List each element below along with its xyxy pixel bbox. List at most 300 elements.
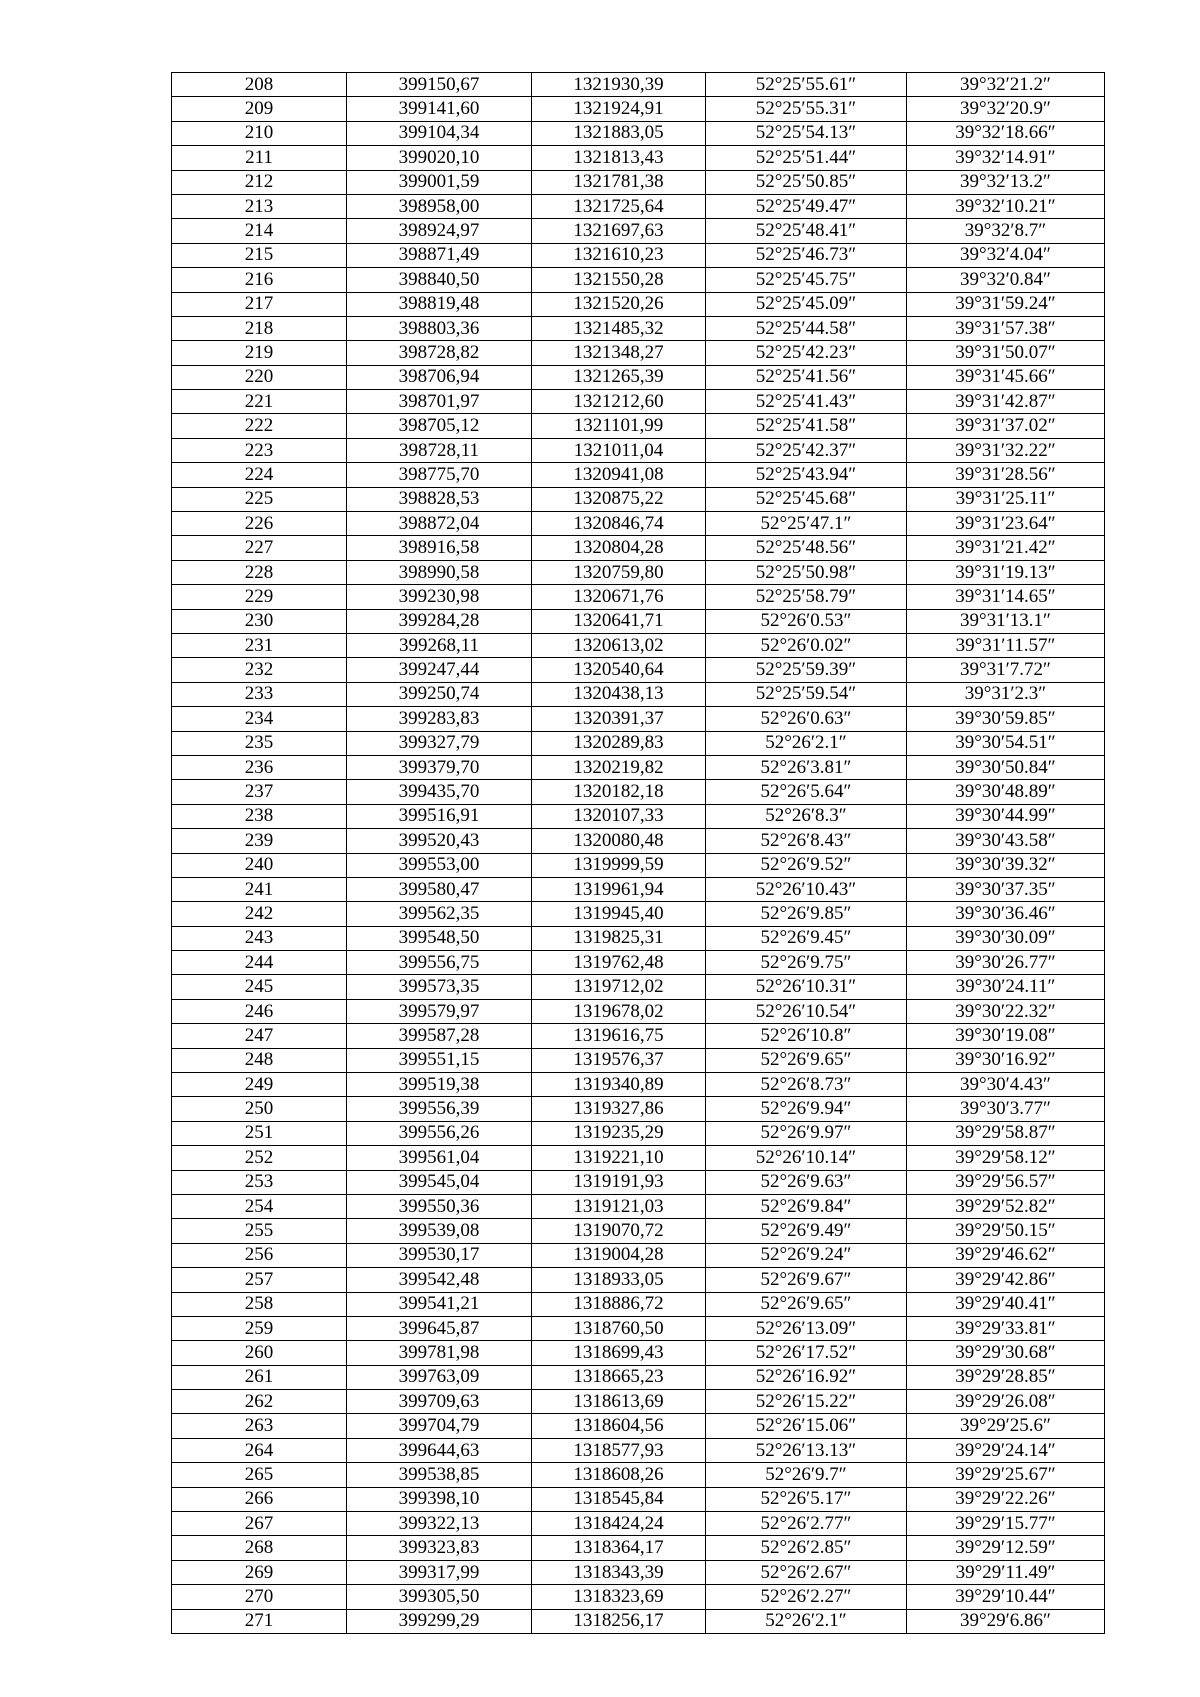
table-row bbox=[172, 316, 1105, 340]
x-coordinate-cell: 398728,11 bbox=[347, 438, 532, 462]
y-coordinate-cell: 1321697,63 bbox=[532, 219, 706, 243]
point-number-cell: 210 bbox=[172, 121, 347, 145]
y-coordinate-cell: 1319825,31 bbox=[532, 926, 706, 950]
table-row bbox=[172, 829, 1105, 853]
table-row bbox=[172, 1341, 1105, 1365]
x-coordinate-cell: 399284,28 bbox=[347, 609, 532, 633]
x-coordinate-cell: 398728,82 bbox=[347, 341, 532, 365]
latitude-cell: 52°25′55.31″ bbox=[706, 97, 907, 121]
point-number-cell: 249 bbox=[172, 1073, 347, 1097]
point-number-cell: 230 bbox=[172, 609, 347, 633]
latitude-cell: 52°26′2.85″ bbox=[706, 1536, 907, 1560]
x-coordinate-cell: 399562,35 bbox=[347, 902, 532, 926]
table-row bbox=[172, 194, 1105, 218]
longitude-cell: 39°31′50.07″ bbox=[907, 341, 1105, 365]
point-number-cell: 262 bbox=[172, 1390, 347, 1414]
x-coordinate-cell: 398990,58 bbox=[347, 560, 532, 584]
x-coordinate-cell: 399230,98 bbox=[347, 585, 532, 609]
x-coordinate-cell: 399516,91 bbox=[347, 804, 532, 828]
latitude-cell: 52°26′2.67″ bbox=[706, 1560, 907, 1584]
latitude-cell: 52°26′17.52″ bbox=[706, 1341, 907, 1365]
latitude-cell: 52°25′45.68″ bbox=[706, 487, 907, 511]
y-coordinate-cell: 1318364,17 bbox=[532, 1536, 706, 1560]
longitude-cell: 39°31′28.56″ bbox=[907, 463, 1105, 487]
x-coordinate-cell: 399141,60 bbox=[347, 97, 532, 121]
y-coordinate-cell: 1321813,43 bbox=[532, 146, 706, 170]
longitude-cell: 39°31′23.64″ bbox=[907, 512, 1105, 536]
table-row bbox=[172, 268, 1105, 292]
table-row bbox=[172, 1365, 1105, 1389]
x-coordinate-cell: 399305,50 bbox=[347, 1585, 532, 1609]
longitude-cell: 39°31′11.57″ bbox=[907, 633, 1105, 657]
latitude-cell: 52°26′15.06″ bbox=[706, 1414, 907, 1438]
table-row bbox=[172, 365, 1105, 389]
latitude-cell: 52°26′9.63″ bbox=[706, 1170, 907, 1194]
table-row bbox=[172, 1073, 1105, 1097]
x-coordinate-cell: 399520,43 bbox=[347, 829, 532, 853]
table-row bbox=[172, 1560, 1105, 1584]
latitude-cell: 52°26′8.73″ bbox=[706, 1073, 907, 1097]
latitude-cell: 52°26′9.49″ bbox=[706, 1219, 907, 1243]
latitude-cell: 52°25′59.54″ bbox=[706, 682, 907, 706]
point-number-cell: 248 bbox=[172, 1048, 347, 1072]
latitude-cell: 52°26′9.84″ bbox=[706, 1194, 907, 1218]
latitude-cell: 52°26′9.52″ bbox=[706, 853, 907, 877]
table-row bbox=[172, 219, 1105, 243]
point-number-cell: 213 bbox=[172, 194, 347, 218]
table-row bbox=[172, 1121, 1105, 1145]
point-number-cell: 231 bbox=[172, 633, 347, 657]
y-coordinate-cell: 1318545,84 bbox=[532, 1487, 706, 1511]
table-row bbox=[172, 1512, 1105, 1536]
table-row bbox=[172, 1585, 1105, 1609]
longitude-cell: 39°30′26.77″ bbox=[907, 951, 1105, 975]
latitude-cell: 52°26′9.24″ bbox=[706, 1243, 907, 1267]
latitude-cell: 52°25′41.43″ bbox=[706, 390, 907, 414]
longitude-cell: 39°30′30.09″ bbox=[907, 926, 1105, 950]
table-row bbox=[172, 536, 1105, 560]
point-number-cell: 246 bbox=[172, 999, 347, 1023]
longitude-cell: 39°30′24.11″ bbox=[907, 975, 1105, 999]
latitude-cell: 52°26′0.63″ bbox=[706, 707, 907, 731]
point-number-cell: 219 bbox=[172, 341, 347, 365]
x-coordinate-cell: 399398,10 bbox=[347, 1487, 532, 1511]
y-coordinate-cell: 1319712,02 bbox=[532, 975, 706, 999]
table-row bbox=[172, 658, 1105, 682]
longitude-cell: 39°29′56.57″ bbox=[907, 1170, 1105, 1194]
y-coordinate-cell: 1320804,28 bbox=[532, 536, 706, 560]
table-row bbox=[172, 1390, 1105, 1414]
point-number-cell: 265 bbox=[172, 1463, 347, 1487]
y-coordinate-cell: 1320107,33 bbox=[532, 804, 706, 828]
latitude-cell: 52°26′13.09″ bbox=[706, 1316, 907, 1340]
table-row bbox=[172, 633, 1105, 657]
longitude-cell: 39°29′11.49″ bbox=[907, 1560, 1105, 1584]
latitude-cell: 52°26′10.8″ bbox=[706, 1024, 907, 1048]
table-row bbox=[172, 1316, 1105, 1340]
x-coordinate-cell: 398872,04 bbox=[347, 512, 532, 536]
point-number-cell: 250 bbox=[172, 1097, 347, 1121]
longitude-cell: 39°30′19.08″ bbox=[907, 1024, 1105, 1048]
y-coordinate-cell: 1319070,72 bbox=[532, 1219, 706, 1243]
latitude-cell: 52°25′42.23″ bbox=[706, 341, 907, 365]
y-coordinate-cell: 1321212,60 bbox=[532, 390, 706, 414]
table-row bbox=[172, 487, 1105, 511]
longitude-cell: 39°31′37.02″ bbox=[907, 414, 1105, 438]
y-coordinate-cell: 1320182,18 bbox=[532, 780, 706, 804]
y-coordinate-cell: 1321883,05 bbox=[532, 121, 706, 145]
longitude-cell: 39°30′37.35″ bbox=[907, 877, 1105, 901]
table-row bbox=[172, 1292, 1105, 1316]
point-number-cell: 270 bbox=[172, 1585, 347, 1609]
y-coordinate-cell: 1318604,56 bbox=[532, 1414, 706, 1438]
point-number-cell: 226 bbox=[172, 512, 347, 536]
point-number-cell: 268 bbox=[172, 1536, 347, 1560]
y-coordinate-cell: 1319004,28 bbox=[532, 1243, 706, 1267]
table-row bbox=[172, 1048, 1105, 1072]
latitude-cell: 52°26′2.1″ bbox=[706, 731, 907, 755]
point-number-cell: 228 bbox=[172, 560, 347, 584]
latitude-cell: 52°26′9.65″ bbox=[706, 1048, 907, 1072]
table-row bbox=[172, 731, 1105, 755]
longitude-cell: 39°29′33.81″ bbox=[907, 1316, 1105, 1340]
latitude-cell: 52°26′10.43″ bbox=[706, 877, 907, 901]
point-number-cell: 220 bbox=[172, 365, 347, 389]
longitude-cell: 39°29′28.85″ bbox=[907, 1365, 1105, 1389]
table-row bbox=[172, 1487, 1105, 1511]
latitude-cell: 52°25′55.61″ bbox=[706, 73, 907, 97]
y-coordinate-cell: 1318665,23 bbox=[532, 1365, 706, 1389]
x-coordinate-cell: 399539,08 bbox=[347, 1219, 532, 1243]
y-coordinate-cell: 1318760,50 bbox=[532, 1316, 706, 1340]
latitude-cell: 52°26′9.7″ bbox=[706, 1463, 907, 1487]
x-coordinate-cell: 399104,34 bbox=[347, 121, 532, 145]
latitude-cell: 52°26′10.54″ bbox=[706, 999, 907, 1023]
y-coordinate-cell: 1321930,39 bbox=[532, 73, 706, 97]
y-coordinate-cell: 1318886,72 bbox=[532, 1292, 706, 1316]
table-row bbox=[172, 585, 1105, 609]
latitude-cell: 52°26′9.75″ bbox=[706, 951, 907, 975]
latitude-cell: 52°25′46.73″ bbox=[706, 243, 907, 267]
longitude-cell: 39°30′43.58″ bbox=[907, 829, 1105, 853]
x-coordinate-cell: 399579,97 bbox=[347, 999, 532, 1023]
table-row bbox=[172, 1097, 1105, 1121]
table-row bbox=[172, 999, 1105, 1023]
x-coordinate-cell: 398803,36 bbox=[347, 316, 532, 340]
coordinates-table bbox=[171, 72, 1105, 1634]
point-number-cell: 266 bbox=[172, 1487, 347, 1511]
longitude-cell: 39°29′46.62″ bbox=[907, 1243, 1105, 1267]
longitude-cell: 39°30′39.32″ bbox=[907, 853, 1105, 877]
y-coordinate-cell: 1320759,80 bbox=[532, 560, 706, 584]
point-number-cell: 261 bbox=[172, 1365, 347, 1389]
table-row bbox=[172, 1194, 1105, 1218]
y-coordinate-cell: 1319340,89 bbox=[532, 1073, 706, 1097]
point-number-cell: 214 bbox=[172, 219, 347, 243]
point-number-cell: 239 bbox=[172, 829, 347, 853]
table-row bbox=[172, 243, 1105, 267]
y-coordinate-cell: 1321610,23 bbox=[532, 243, 706, 267]
x-coordinate-cell: 399530,17 bbox=[347, 1243, 532, 1267]
y-coordinate-cell: 1319961,94 bbox=[532, 877, 706, 901]
point-number-cell: 243 bbox=[172, 926, 347, 950]
longitude-cell: 39°30′44.99″ bbox=[907, 804, 1105, 828]
latitude-cell: 52°26′9.85″ bbox=[706, 902, 907, 926]
latitude-cell: 52°25′50.98″ bbox=[706, 560, 907, 584]
x-coordinate-cell: 399573,35 bbox=[347, 975, 532, 999]
y-coordinate-cell: 1321348,27 bbox=[532, 341, 706, 365]
point-number-cell: 257 bbox=[172, 1268, 347, 1292]
longitude-cell: 39°31′59.24″ bbox=[907, 292, 1105, 316]
point-number-cell: 259 bbox=[172, 1316, 347, 1340]
x-coordinate-cell: 398819,48 bbox=[347, 292, 532, 316]
x-coordinate-cell: 399550,36 bbox=[347, 1194, 532, 1218]
y-coordinate-cell: 1320391,37 bbox=[532, 707, 706, 731]
point-number-cell: 237 bbox=[172, 780, 347, 804]
table-row bbox=[172, 877, 1105, 901]
latitude-cell: 52°25′50.85″ bbox=[706, 170, 907, 194]
longitude-cell: 39°31′57.38″ bbox=[907, 316, 1105, 340]
longitude-cell: 39°29′42.86″ bbox=[907, 1268, 1105, 1292]
table-row bbox=[172, 146, 1105, 170]
latitude-cell: 52°25′42.37″ bbox=[706, 438, 907, 462]
table-row bbox=[172, 341, 1105, 365]
x-coordinate-cell: 399317,99 bbox=[347, 1560, 532, 1584]
table-row bbox=[172, 1438, 1105, 1462]
point-number-cell: 251 bbox=[172, 1121, 347, 1145]
longitude-cell: 39°30′36.46″ bbox=[907, 902, 1105, 926]
point-number-cell: 267 bbox=[172, 1512, 347, 1536]
y-coordinate-cell: 1319221,10 bbox=[532, 1146, 706, 1170]
x-coordinate-cell: 399322,13 bbox=[347, 1512, 532, 1536]
table-row bbox=[172, 1146, 1105, 1170]
latitude-cell: 52°25′58.79″ bbox=[706, 585, 907, 609]
latitude-cell: 52°26′9.45″ bbox=[706, 926, 907, 950]
table-row bbox=[172, 1170, 1105, 1194]
x-coordinate-cell: 399519,38 bbox=[347, 1073, 532, 1097]
y-coordinate-cell: 1318613,69 bbox=[532, 1390, 706, 1414]
y-coordinate-cell: 1321781,38 bbox=[532, 170, 706, 194]
latitude-cell: 52°26′9.67″ bbox=[706, 1268, 907, 1292]
longitude-cell: 39°30′16.92″ bbox=[907, 1048, 1105, 1072]
longitude-cell: 39°32′8.7″ bbox=[907, 219, 1105, 243]
y-coordinate-cell: 1318343,39 bbox=[532, 1560, 706, 1584]
x-coordinate-cell: 399556,75 bbox=[347, 951, 532, 975]
longitude-cell: 39°31′32.22″ bbox=[907, 438, 1105, 462]
x-coordinate-cell: 399538,85 bbox=[347, 1463, 532, 1487]
y-coordinate-cell: 1320941,08 bbox=[532, 463, 706, 487]
longitude-cell: 39°31′45.66″ bbox=[907, 365, 1105, 389]
x-coordinate-cell: 399548,50 bbox=[347, 926, 532, 950]
x-coordinate-cell: 398916,58 bbox=[347, 536, 532, 560]
point-number-cell: 233 bbox=[172, 682, 347, 706]
y-coordinate-cell: 1319576,37 bbox=[532, 1048, 706, 1072]
x-coordinate-cell: 399323,83 bbox=[347, 1536, 532, 1560]
y-coordinate-cell: 1320540,64 bbox=[532, 658, 706, 682]
table-row bbox=[172, 926, 1105, 950]
longitude-cell: 39°31′25.11″ bbox=[907, 487, 1105, 511]
table-row bbox=[172, 1024, 1105, 1048]
latitude-cell: 52°25′54.13″ bbox=[706, 121, 907, 145]
point-number-cell: 223 bbox=[172, 438, 347, 462]
point-number-cell: 232 bbox=[172, 658, 347, 682]
latitude-cell: 52°25′45.75″ bbox=[706, 268, 907, 292]
point-number-cell: 263 bbox=[172, 1414, 347, 1438]
y-coordinate-cell: 1320641,71 bbox=[532, 609, 706, 633]
latitude-cell: 52°25′47.1″ bbox=[706, 512, 907, 536]
longitude-cell: 39°31′13.1″ bbox=[907, 609, 1105, 633]
table-row bbox=[172, 438, 1105, 462]
point-number-cell: 242 bbox=[172, 902, 347, 926]
table-row bbox=[172, 463, 1105, 487]
x-coordinate-cell: 399556,26 bbox=[347, 1121, 532, 1145]
y-coordinate-cell: 1320671,76 bbox=[532, 585, 706, 609]
x-coordinate-cell: 398840,50 bbox=[347, 268, 532, 292]
y-coordinate-cell: 1319999,59 bbox=[532, 853, 706, 877]
y-coordinate-cell: 1320080,48 bbox=[532, 829, 706, 853]
latitude-cell: 52°26′5.64″ bbox=[706, 780, 907, 804]
longitude-cell: 39°29′10.44″ bbox=[907, 1585, 1105, 1609]
longitude-cell: 39°30′54.51″ bbox=[907, 731, 1105, 755]
latitude-cell: 52°26′0.53″ bbox=[706, 609, 907, 633]
point-number-cell: 255 bbox=[172, 1219, 347, 1243]
x-coordinate-cell: 398828,53 bbox=[347, 487, 532, 511]
point-number-cell: 216 bbox=[172, 268, 347, 292]
y-coordinate-cell: 1319678,02 bbox=[532, 999, 706, 1023]
table-row bbox=[172, 414, 1105, 438]
latitude-cell: 52°25′48.41″ bbox=[706, 219, 907, 243]
table-row bbox=[172, 121, 1105, 145]
x-coordinate-cell: 399250,74 bbox=[347, 682, 532, 706]
table-row bbox=[172, 73, 1105, 97]
latitude-cell: 52°26′0.02″ bbox=[706, 633, 907, 657]
longitude-cell: 39°29′6.86″ bbox=[907, 1609, 1105, 1633]
x-coordinate-cell: 399553,00 bbox=[347, 853, 532, 877]
longitude-cell: 39°32′13.2″ bbox=[907, 170, 1105, 194]
point-number-cell: 235 bbox=[172, 731, 347, 755]
longitude-cell: 39°29′22.26″ bbox=[907, 1487, 1105, 1511]
x-coordinate-cell: 399542,48 bbox=[347, 1268, 532, 1292]
point-number-cell: 271 bbox=[172, 1609, 347, 1633]
point-number-cell: 264 bbox=[172, 1438, 347, 1462]
x-coordinate-cell: 399247,44 bbox=[347, 658, 532, 682]
x-coordinate-cell: 399551,15 bbox=[347, 1048, 532, 1072]
point-number-cell: 212 bbox=[172, 170, 347, 194]
latitude-cell: 52°26′15.22″ bbox=[706, 1390, 907, 1414]
y-coordinate-cell: 1318608,26 bbox=[532, 1463, 706, 1487]
table-row bbox=[172, 1414, 1105, 1438]
y-coordinate-cell: 1320846,74 bbox=[532, 512, 706, 536]
latitude-cell: 52°25′43.94″ bbox=[706, 463, 907, 487]
latitude-cell: 52°25′41.58″ bbox=[706, 414, 907, 438]
longitude-cell: 39°29′58.12″ bbox=[907, 1146, 1105, 1170]
y-coordinate-cell: 1319945,40 bbox=[532, 902, 706, 926]
x-coordinate-cell: 399561,04 bbox=[347, 1146, 532, 1170]
point-number-cell: 252 bbox=[172, 1146, 347, 1170]
table-row bbox=[172, 1243, 1105, 1267]
longitude-cell: 39°32′0.84″ bbox=[907, 268, 1105, 292]
longitude-cell: 39°32′18.66″ bbox=[907, 121, 1105, 145]
longitude-cell: 39°30′3.77″ bbox=[907, 1097, 1105, 1121]
longitude-cell: 39°30′22.32″ bbox=[907, 999, 1105, 1023]
y-coordinate-cell: 1321265,39 bbox=[532, 365, 706, 389]
x-coordinate-cell: 399283,83 bbox=[347, 707, 532, 731]
x-coordinate-cell: 398705,12 bbox=[347, 414, 532, 438]
x-coordinate-cell: 399327,79 bbox=[347, 731, 532, 755]
y-coordinate-cell: 1319327,86 bbox=[532, 1097, 706, 1121]
longitude-cell: 39°29′12.59″ bbox=[907, 1536, 1105, 1560]
longitude-cell: 39°31′7.72″ bbox=[907, 658, 1105, 682]
y-coordinate-cell: 1320219,82 bbox=[532, 755, 706, 779]
table-row bbox=[172, 975, 1105, 999]
point-number-cell: 254 bbox=[172, 1194, 347, 1218]
point-number-cell: 258 bbox=[172, 1292, 347, 1316]
latitude-cell: 52°26′2.27″ bbox=[706, 1585, 907, 1609]
latitude-cell: 52°26′5.17″ bbox=[706, 1487, 907, 1511]
x-coordinate-cell: 399704,79 bbox=[347, 1414, 532, 1438]
x-coordinate-cell: 398706,94 bbox=[347, 365, 532, 389]
table-row bbox=[172, 951, 1105, 975]
y-coordinate-cell: 1319762,48 bbox=[532, 951, 706, 975]
longitude-cell: 39°30′59.85″ bbox=[907, 707, 1105, 731]
table-row bbox=[172, 560, 1105, 584]
y-coordinate-cell: 1321550,28 bbox=[532, 268, 706, 292]
x-coordinate-cell: 399020,10 bbox=[347, 146, 532, 170]
y-coordinate-cell: 1320289,83 bbox=[532, 731, 706, 755]
longitude-cell: 39°32′20.9″ bbox=[907, 97, 1105, 121]
y-coordinate-cell: 1320438,13 bbox=[532, 682, 706, 706]
point-number-cell: 209 bbox=[172, 97, 347, 121]
y-coordinate-cell: 1318424,24 bbox=[532, 1512, 706, 1536]
y-coordinate-cell: 1321011,04 bbox=[532, 438, 706, 462]
latitude-cell: 52°25′44.58″ bbox=[706, 316, 907, 340]
table-row bbox=[172, 609, 1105, 633]
y-coordinate-cell: 1319121,03 bbox=[532, 1194, 706, 1218]
table-row bbox=[172, 1219, 1105, 1243]
latitude-cell: 52°25′48.56″ bbox=[706, 536, 907, 560]
latitude-cell: 52°25′41.56″ bbox=[706, 365, 907, 389]
x-coordinate-cell: 399299,29 bbox=[347, 1609, 532, 1633]
latitude-cell: 52°26′13.13″ bbox=[706, 1438, 907, 1462]
point-number-cell: 218 bbox=[172, 316, 347, 340]
table-row bbox=[172, 390, 1105, 414]
point-number-cell: 222 bbox=[172, 414, 347, 438]
longitude-cell: 39°31′14.65″ bbox=[907, 585, 1105, 609]
point-number-cell: 240 bbox=[172, 853, 347, 877]
point-number-cell: 224 bbox=[172, 463, 347, 487]
point-number-cell: 241 bbox=[172, 877, 347, 901]
longitude-cell: 39°30′4.43″ bbox=[907, 1073, 1105, 1097]
longitude-cell: 39°29′30.68″ bbox=[907, 1341, 1105, 1365]
x-coordinate-cell: 399580,47 bbox=[347, 877, 532, 901]
y-coordinate-cell: 1318577,93 bbox=[532, 1438, 706, 1462]
longitude-cell: 39°29′58.87″ bbox=[907, 1121, 1105, 1145]
y-coordinate-cell: 1319235,29 bbox=[532, 1121, 706, 1145]
longitude-cell: 39°30′48.89″ bbox=[907, 780, 1105, 804]
point-number-cell: 247 bbox=[172, 1024, 347, 1048]
longitude-cell: 39°31′21.42″ bbox=[907, 536, 1105, 560]
latitude-cell: 52°26′9.97″ bbox=[706, 1121, 907, 1145]
y-coordinate-cell: 1321101,99 bbox=[532, 414, 706, 438]
latitude-cell: 52°25′59.39″ bbox=[706, 658, 907, 682]
y-coordinate-cell: 1320875,22 bbox=[532, 487, 706, 511]
longitude-cell: 39°29′52.82″ bbox=[907, 1194, 1105, 1218]
point-number-cell: 269 bbox=[172, 1560, 347, 1584]
y-coordinate-cell: 1320613,02 bbox=[532, 633, 706, 657]
longitude-cell: 39°29′40.41″ bbox=[907, 1292, 1105, 1316]
point-number-cell: 260 bbox=[172, 1341, 347, 1365]
x-coordinate-cell: 399709,63 bbox=[347, 1390, 532, 1414]
